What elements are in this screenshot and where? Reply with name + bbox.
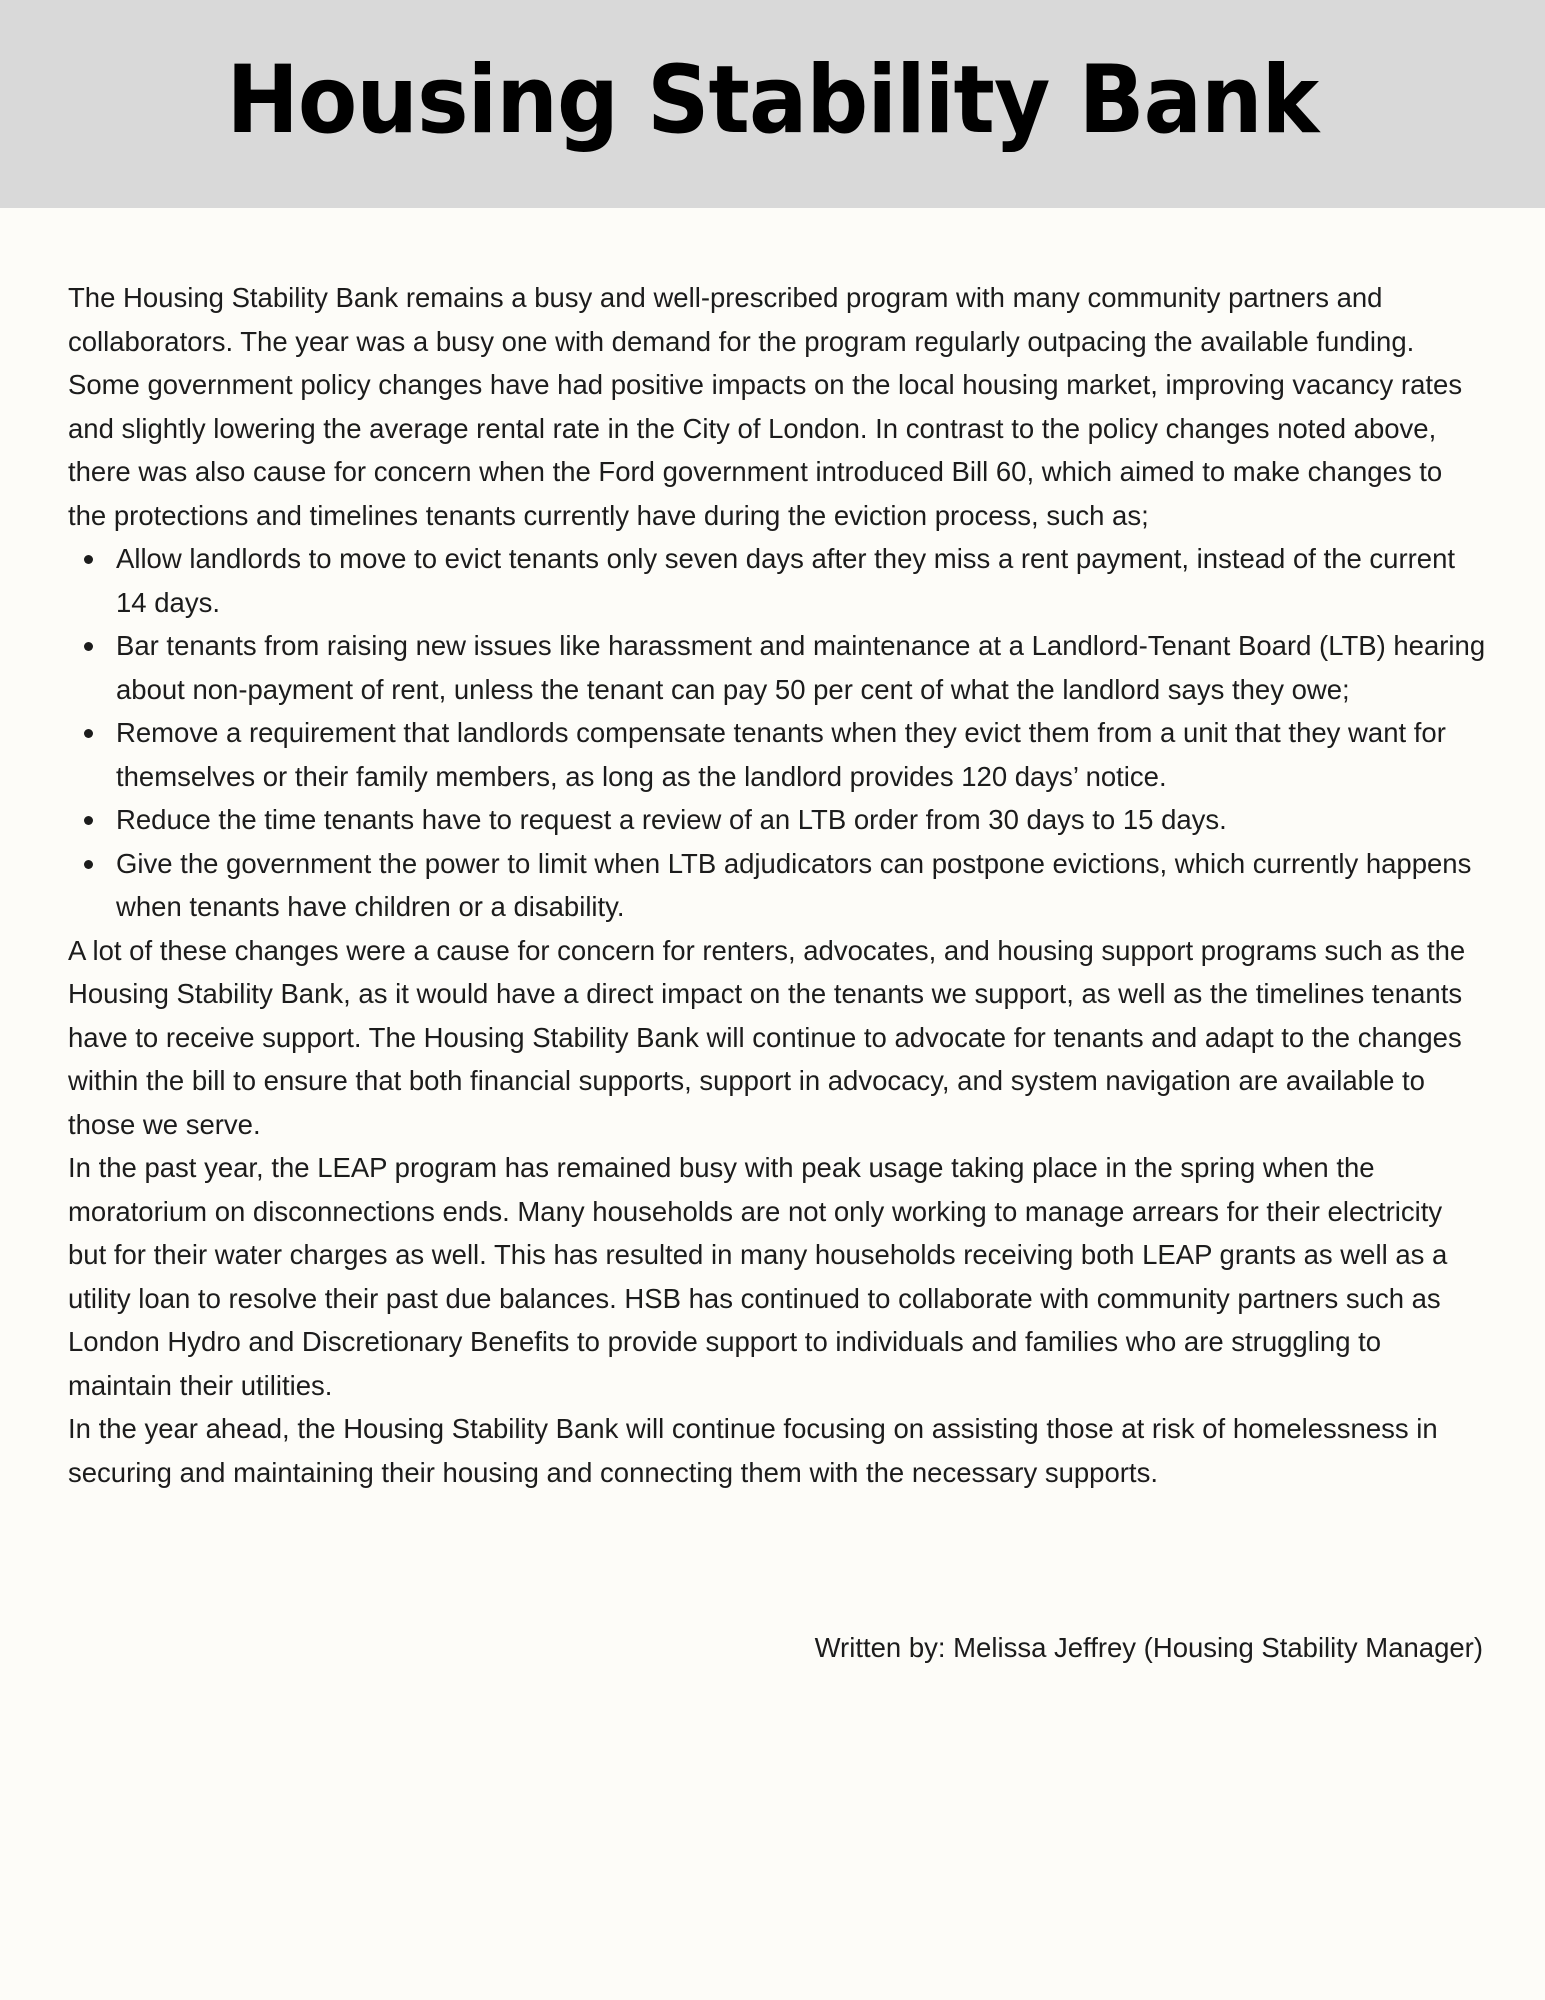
bill-60-changes-list [68,537,1488,929]
list-item: Bar tenants from raising new issues like harassment and maintenance at a Landlord-Tenant Board (LTB) hearing about non-payment of rent, unless the tenant can pay 50 per cent of what the landlord says they owe; [116,624,1488,711]
paragraph-intro: The Housing Stability Bank remains a busy and well-prescribed program with many community partners and collaborators. The year was a busy one with demand for the program regularly outpacing the available funding. [68,282,1415,357]
article-body [68,276,1488,1494]
list-item: Give the government the power to limit when LTB adjudicators can postpone evictions, which currently happens when tenants have children or a disability. [116,842,1488,929]
paragraph-policy-changes: Some government policy changes have had positive impacts on the local housing market, improving vacancy rates and slightly lowering the average rental rate in the City of London. In contrast to the policy changes noted above, there was also cause for concern when the Ford government introduced Bill 60, which aimed to make changes to the protections and timelines tenants currently have during the eviction process, such as; [68,369,1463,531]
paragraph-year-ahead: In the year ahead, the Housing Stability Bank will continue focusing on assisting those at risk of homelessness in securing and maintaining their housing and connecting them with the necessary supports. [68,1413,1438,1488]
paragraph-leap-program: In the past year, the LEAP program has remained busy with peak usage taking place in the spring when the moratorium on disconnections ends. Many households are not only working to manage arrears for their electricity but for their water charges as well. This has resulted in many households receiving both LEAP grants as well as a utility loan to resolve their past due balances. HSB has continued to collaborate with community partners such as London Hydro and Discretionary Benefits to provide support to individuals and families who are struggling to maintain their utilities. [68,1152,1448,1401]
paragraph-concerns: A lot of these changes were a cause for concern for renters, advocates, and housing support programs such as the Housing Stability Bank, as it would have a direct impact on the tenants we support, as well as the timelines tenants have to receive support. The Housing Stability Bank will continue to advocate for tenants and adapt to the changes within the bill to ensure that both financial supports, support in advocacy, and system navigation are available to those we serve. [68,934,1466,1140]
list-item: Reduce the time tenants have to request a review of an LTB order from 30 days to 15 days. [116,798,1488,842]
page-header [0,0,1545,208]
list-item: Allow landlords to move to evict tenants only seven days after they miss a rent payment, instead of the current 14 days. [116,537,1488,624]
list-item: Remove a requirement that landlords compensate tenants when they evict them from a unit that they want for themselves or their family members, as long as the landlord provides 120 days’ notice. [116,711,1488,798]
author-signature: Written by: Melissa Jeffrey (Housing Stability Manager) [814,1632,1483,1663]
page-title: Housing Stability Bank [226,46,1319,155]
